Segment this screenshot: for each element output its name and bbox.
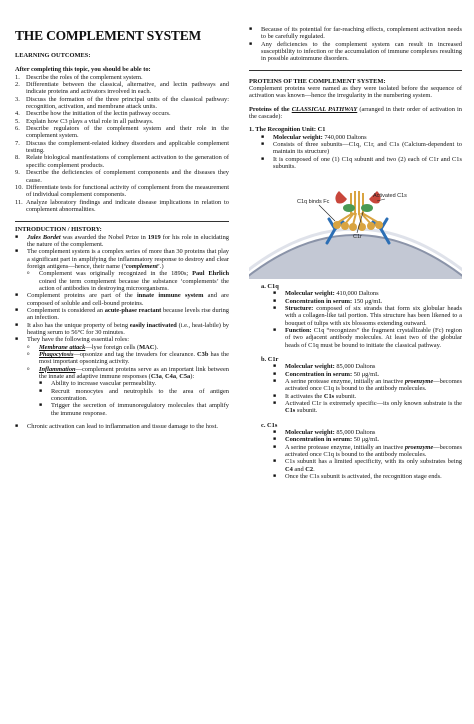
list-item: ■ Molecular weight: 85,000 Daltons bbox=[273, 363, 376, 371]
recognition-unit-heading: 1. The Recognition Unit: C1 bbox=[249, 126, 326, 134]
square-bullet-icon: ■ bbox=[249, 41, 253, 47]
list-item: ■ It also has the unique property of being easily inactivated (i.e., heat-labile) by heating serum to 56°C for 30 minutes. bbox=[15, 321, 230, 337]
list-item: 10. Differentiate tests for functional activity of complement from the measurement of individual complement components. bbox=[15, 183, 229, 199]
c1q-heading: a. C1q bbox=[261, 282, 279, 290]
c1-complex-figure bbox=[249, 173, 462, 279]
square-bullet-icon: ■ bbox=[273, 459, 277, 465]
list-item: ■ Jules Bordet was awarded the Nobel Prize in 1919 for his role in elucidating the nature of the complement. bbox=[15, 233, 229, 248]
square-bullet-icon: ■ bbox=[273, 474, 277, 480]
list-item: ■ A serine protease enzyme, initially an inactive proenzyme—becomes activated once C1q is bound to the antibody molecules. bbox=[273, 443, 462, 459]
list-item: 4. Describe how the initiation of the lectin pathway occurs. bbox=[15, 110, 171, 118]
square-bullet-icon: ■ bbox=[261, 142, 265, 148]
list-item: ■ C1s subunit has a limited specificity, with its only substrates being C4 and C2. bbox=[273, 458, 462, 473]
square-bullet-icon: ■ bbox=[15, 234, 19, 240]
square-bullet-icon: ■ bbox=[249, 27, 253, 32]
list-item: ■ Chronic activation can lead to inflammation and tissue damage to the host. bbox=[15, 423, 218, 431]
list-item: ■ The complement system is a complex series of more than 30 proteins that play a significant part in amplifying the inflammatory response to destroy and clear foreign antigens—hence, their name (‘complement’.) bbox=[15, 248, 229, 270]
square-bullet-icon: ■ bbox=[39, 403, 43, 409]
square-bullet-icon: ■ bbox=[273, 444, 277, 450]
square-bullet-icon: ■ bbox=[273, 378, 277, 384]
intro-list bbox=[15, 234, 229, 431]
list-item: 5. Explain how C3 plays a vital role in all pathways. bbox=[15, 117, 154, 125]
circle-bullet-icon: o bbox=[27, 344, 30, 350]
square-bullet-icon: ■ bbox=[273, 327, 277, 333]
list-item: o Inflammation—complement proteins serve as an important link between the innate and adaptive immune responses (C3a, C4a, C5a): bbox=[27, 365, 229, 381]
list-item: 2. Differentiate between the classical, alternative, and lectin pathways and indicate proteins and activators involved in each. bbox=[15, 81, 229, 96]
cell-membrane bbox=[249, 235, 462, 279]
right-column bbox=[249, 26, 462, 480]
list-item: ■ Trigger the secretion of immunoregulatory molecules that amplify the immune response. bbox=[39, 402, 229, 417]
top-bullets bbox=[249, 26, 462, 63]
list-item: 11. Analyze laboratory findings and indicate disease implications in relation to complement abnormalities. bbox=[15, 198, 229, 213]
c1q-label: C1q binds Fc bbox=[297, 198, 330, 205]
square-bullet-icon: ■ bbox=[15, 308, 19, 313]
list-item: 1. Describe the roles of the complement system. bbox=[15, 73, 143, 81]
list-item: ■ Structure: composed of six strands that form six globular heads with a collagen-like tail portion. This structure has been likened to a bouquet of tulips with six blossoms extending outward. bbox=[273, 304, 462, 327]
c1r-heading: b. C1r bbox=[261, 355, 279, 363]
list-item: ■ Any deficiencies to the complement system can result in increased susceptibility to infection or the accumulation of immune complexes resulting in possible autoimmune disorders. bbox=[249, 40, 462, 63]
square-bullet-icon: ■ bbox=[273, 371, 277, 377]
list-item: ■ Because of its potential for far-reaching effects, complement activation needs to be carefully regulated. bbox=[249, 26, 462, 41]
list-item: ■ It activates the C1s subunit. bbox=[273, 392, 357, 400]
square-bullet-icon: ■ bbox=[273, 291, 277, 297]
c1s-subunit bbox=[335, 191, 347, 204]
list-item: ■ Recruit monocytes and neutrophils to the area of antigen concentration. bbox=[39, 387, 229, 403]
square-bullet-icon: ■ bbox=[273, 401, 277, 406]
list-item: ■ Molecular weight: 85,000 Daltons bbox=[273, 429, 376, 437]
activated-c1s-label: Activated C1s bbox=[373, 192, 407, 199]
list-item: ■ A serine protease enzyme, initially an inactive proenzyme—becomes activated once C1q is bound to the antibody molecules. bbox=[273, 377, 462, 393]
circle-bullet-icon: o bbox=[27, 352, 30, 358]
list-item: 8. Relate biological manifestations of complement activation to the generation of specific complement products. bbox=[15, 154, 229, 169]
list-item: 7. Discuss the complement-related kidney disorders and applicable complement testing. bbox=[15, 139, 229, 155]
square-bullet-icon: ■ bbox=[39, 381, 43, 387]
list-item: o Complement was originally recognized in the 1890s; Paul Ehrlich coined the term complement because the substance ‘complements’ the action of antibodies in destroying microorganisms. bbox=[27, 270, 230, 292]
list-item: ■ They have the following essential roles: bbox=[15, 336, 130, 344]
list-item: ■ Consists of three subunits—C1q, C1r, and C1s (Calcium-dependent to maintain its structure) bbox=[261, 141, 462, 156]
list-item: ■ Complement is considered an acute-phase reactant because levels rise during an infection. bbox=[15, 307, 229, 322]
list-item: ■ Once the C1s subunit is activated, the recognition stage ends. bbox=[273, 473, 442, 481]
list-item: ■ It is composed of one (1) C1q subunit and two (2) each of C1r and C1s subunits. bbox=[261, 155, 462, 171]
list-item: 3. Discuss the formation of the three principal units of the classical pathway: recognition, activation, and membrane attack units. bbox=[15, 95, 229, 111]
list-item: ■ Concentration in serum: 50 μg/mL bbox=[273, 370, 379, 378]
list-item: ■ Function: C1q “recognizes” the fragment crystallizable (Fc) region of two adjacent antibody molecules. At least two of the globular heads of C1q must be bound to initiate the classical pathway. bbox=[273, 326, 462, 349]
square-bullet-icon: ■ bbox=[273, 364, 277, 370]
square-bullet-icon: ■ bbox=[15, 293, 19, 299]
list-item: o Membrane attack—lyse foreign cells (MAC). bbox=[27, 343, 159, 351]
left-column bbox=[15, 0, 229, 431]
square-bullet-icon: ■ bbox=[15, 424, 19, 430]
c1r-subunit bbox=[361, 204, 373, 212]
list-item: ■ Concentration in serum: 150 μg/mL bbox=[273, 297, 383, 305]
square-bullet-icon: ■ bbox=[273, 298, 277, 304]
circle-bullet-icon: o bbox=[27, 366, 30, 372]
list-item: 6. Describe regulators of the complement system and their role in the complement system. bbox=[15, 125, 229, 140]
square-bullet-icon: ■ bbox=[39, 388, 43, 394]
outcomes-intro: After completing this topic, you should be able to: bbox=[15, 66, 151, 74]
square-bullet-icon: ■ bbox=[273, 393, 277, 399]
list-item: ■ Activated C1r is extremely specific—its only known substrate is the C1s subunit. bbox=[273, 400, 462, 415]
c1q-list bbox=[249, 290, 462, 349]
outcomes-heading: LEARNING OUTCOMES: bbox=[15, 52, 91, 59]
square-bullet-icon: ■ bbox=[273, 430, 277, 436]
classical-intro: Proteins of the CLASSICAL PATHWAY (arranged in their order of activation in the cascade): bbox=[249, 105, 462, 121]
c1s-list bbox=[249, 429, 462, 480]
page-title: THE COMPLEMENT SYSTEM bbox=[15, 28, 202, 43]
proteins-text: Complement proteins were named as they were isolated before the sequence of activation was known—hence the irregularity in the numbering system. bbox=[249, 85, 462, 100]
outcomes-list bbox=[15, 74, 229, 214]
c1r-list bbox=[249, 363, 462, 414]
list-item: o Phagocytosis—opsonize and tag the invaders for clearance. C3b has the most important opsonizing activity. bbox=[27, 351, 229, 366]
list-item: 9. Describe the deficiencies of complement components and the diseases they cause. bbox=[15, 169, 229, 184]
square-bullet-icon: ■ bbox=[261, 156, 265, 162]
proteins-heading: PROTEINS OF THE COMPLEMENT SYSTEM: bbox=[249, 77, 386, 85]
square-bullet-icon: ■ bbox=[15, 337, 19, 343]
list-item: ■ Molecular weight: 410,000 Daltons bbox=[273, 290, 379, 298]
circle-bullet-icon: o bbox=[27, 271, 30, 277]
list-item: ■ Ability to increase vascular permeability. bbox=[39, 380, 157, 388]
list-item: ■ Concentration in serum: 50 μg/mL bbox=[273, 436, 379, 444]
list-item: ■ Molecular weight: 740,000 Daltons bbox=[261, 133, 367, 141]
intro-heading: INTRODUCTION / HISTORY: bbox=[15, 226, 102, 234]
square-bullet-icon: ■ bbox=[15, 249, 19, 255]
square-bullet-icon: ■ bbox=[273, 305, 277, 311]
c1r-label: C1r bbox=[353, 233, 362, 240]
square-bullet-icon: ■ bbox=[261, 134, 265, 140]
recognition-unit-list bbox=[249, 134, 462, 171]
list-item: ■ Complement proteins are part of the innate immune system and are composed of soluble and cell-bound proteins. bbox=[15, 292, 229, 307]
square-bullet-icon: ■ bbox=[15, 322, 19, 328]
c1r-subunit bbox=[343, 204, 355, 212]
square-bullet-icon: ■ bbox=[273, 437, 277, 443]
c1s-heading: c. C1s bbox=[261, 421, 278, 429]
